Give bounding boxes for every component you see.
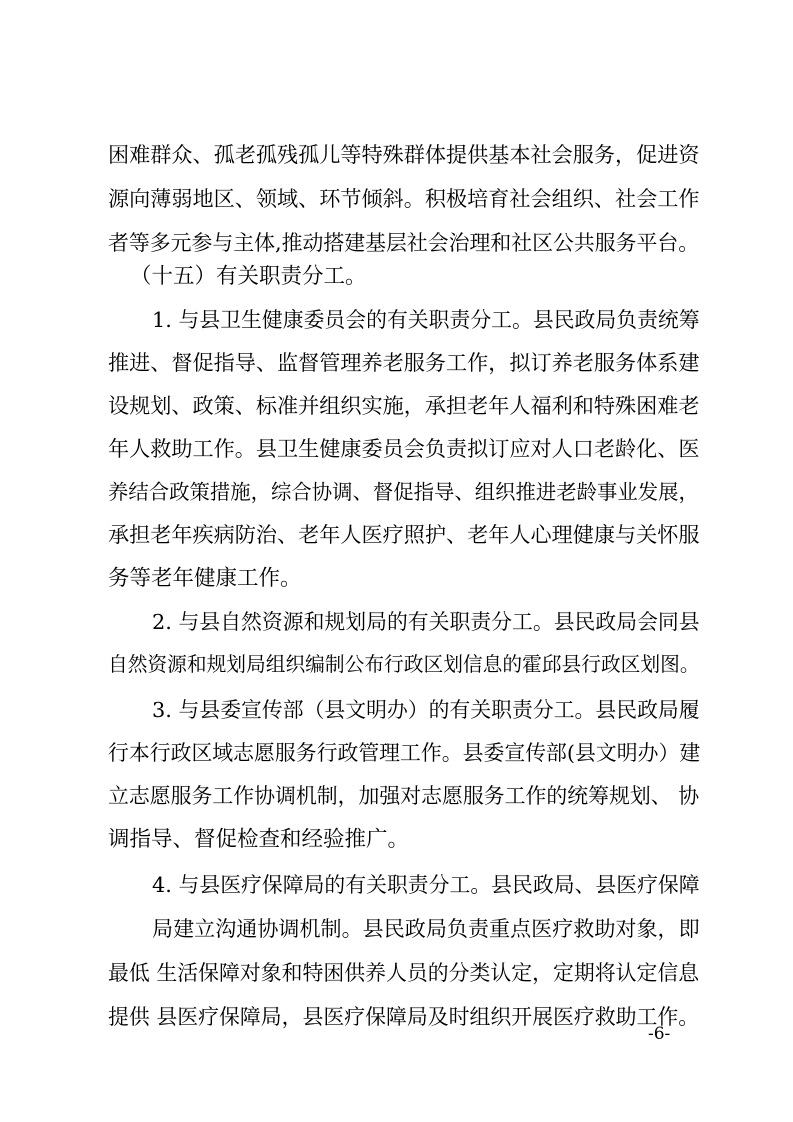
text-line-17: 调指导、督促检查和经验推广。 [108,827,410,852]
text-line-14: 3. 与县委宣传部（县文明办）的有关职责分工。县民政局履 [152,698,700,722]
text-line-11: 务等老年健康工作。 [108,566,302,591]
text-line-18: 4. 与县医疗保障局的有关职责分工。县民政局、县医疗保障 [152,873,700,897]
text-line-5: 1. 与县卫生健康委员会的有关职责分工。县民政局负责统筹 [152,308,700,332]
text-line-8: 年人救助工作。县卫生健康委员会负责拟订应对人口老龄化、医 [108,436,700,461]
page-number: -6- [648,1024,671,1044]
text-line-2: 源向薄弱地区、领域、环节倾斜。积极培育社会组织、社会工作 [108,186,700,211]
text-line-15: 行本行政区域志愿服务行政管理工作。县委宣传部(县文明办）建 [108,741,701,765]
text-line-21: 提供 县医疗保障局，县医疗保障局及时组织开展医疗救助工作。 [108,1005,700,1029]
text-line-3: 者等多元参与主体,推动搭建基层社会治理和社区公共服务平台。 [108,231,700,255]
section-heading: （十五）有关职责分工。 [130,264,367,289]
text-line-13: 自然资源和规划局组织编制公布行政区划信息的霍邱县行政区划图。 [108,653,700,676]
text-line-7: 设规划、政策、标准并组织实施，承担老年人福利和特殊困难老 [108,393,700,418]
text-line-19: 局建立沟通协调机制。县民政局负责重点医疗救助对象，即 [152,916,700,941]
text-line-10: 承担老年疾病防治、老年人医疗照护、老年人心理健康与关怀服 [108,522,700,547]
text-line-6: 推进、督促指导、监督管理养老服务工作，拟订养老服务体系建 [108,350,700,375]
text-line-1: 困难群众、孤老孤残孤儿等特殊群体提供基本社会服务，促进资 [108,142,700,167]
text-line-16: 立志愿服务工作协调机制，加强对志愿服务工作的统筹规划、 协 [108,784,700,808]
text-line-12: 2. 与县自然资源和规划局的有关职责分工。县民政局会同县 [152,610,700,634]
text-line-20: 最低 生活保障对象和特困供养人员的分类认定，定期将认定信息 [108,961,700,985]
text-line-9: 养结合政策措施，综合协调、督促指导、组织推进老龄事业发展， [108,480,699,504]
